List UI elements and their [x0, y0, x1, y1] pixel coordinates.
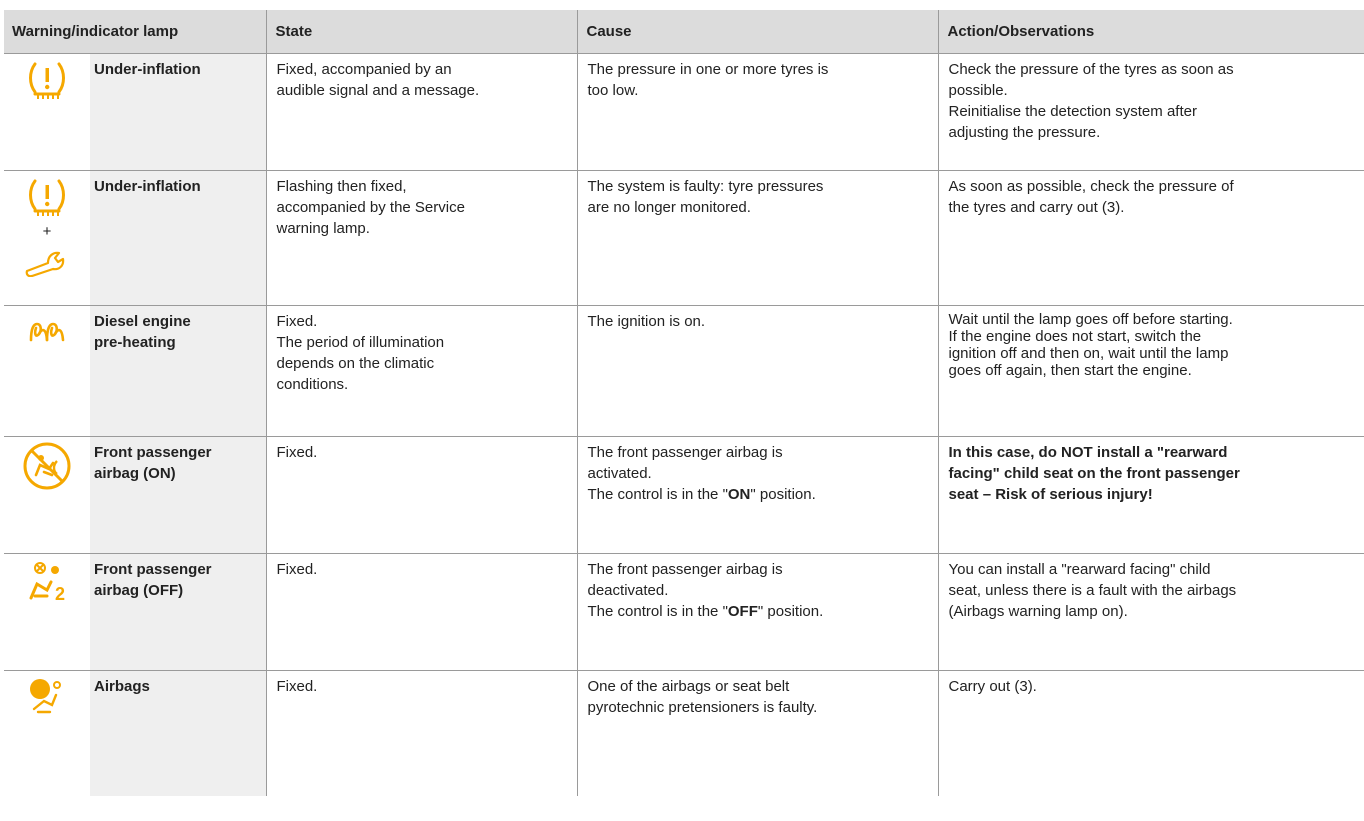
table-row: [4, 54, 1364, 171]
row-cause: The front passenger airbag is deactivated. The control is in the "OFF" position.: [577, 554, 938, 671]
row-state: Fixed, accompanied by an audible signal and a message.: [266, 54, 577, 171]
row-lamp-name: Front passenger airbag (ON): [90, 437, 266, 554]
header-warning-lamp: Warning/indicator lamp: [4, 10, 266, 54]
row-icon-cell: [4, 671, 90, 796]
row-icon-cell: [4, 437, 90, 554]
off-keyword: OFF: [727, 603, 758, 620]
row-state: Fixed. The period of illumination depends on the climatic conditions.: [266, 306, 577, 437]
row-action: You can install a "rearward facing" child seat, unless there is a fault with the airbags (Airbags warning lamp on).: [938, 554, 1364, 671]
row-cause: The system is faulty: tyre pressures are no longer monitored.: [577, 171, 938, 306]
header-action: Action/Observations: [938, 10, 1364, 54]
service-wrench-icon: [24, 247, 70, 277]
table-row: [4, 437, 1364, 554]
warning-lamp-table: [4, 10, 1364, 796]
header-state: State: [266, 10, 577, 54]
airbag-warning-icon: [24, 675, 70, 715]
row-cause: The front passenger airbag is activated. The control is in the "ON" position.: [577, 437, 938, 554]
row-lamp-name: Diesel engine pre-heating: [90, 306, 266, 437]
row-lamp-name: Under-inflation: [90, 171, 266, 306]
row-cause: One of the airbags or seat belt pyrotechnic pretensioners is faulty.: [577, 671, 938, 796]
row-state: Fixed.: [266, 437, 577, 554]
row-action: As soon as possible, check the pressure of the tyres and carry out (3).: [938, 171, 1364, 306]
row-icon-cell: [4, 554, 90, 671]
table-row: [4, 306, 1364, 437]
row-state: Fixed.: [266, 671, 577, 796]
table-header-row: [4, 10, 1364, 54]
tyre-pressure-warning-icon: [25, 175, 69, 223]
tyre-pressure-warning-icon: [25, 58, 69, 106]
on-keyword: ON: [727, 486, 751, 503]
header-cause: Cause: [577, 10, 938, 54]
row-action: In this case, do NOT install a "rearward facing" child seat on the front passenger seat – Risk of serious injury!: [938, 437, 1364, 554]
plus-sign: +: [42, 223, 52, 240]
svg-text:2: 2: [55, 584, 66, 604]
passenger-airbag-on-icon: [22, 441, 72, 491]
row-cause: The pressure in one or more tyres is too low.: [577, 54, 938, 171]
row-action: Carry out (3).: [938, 671, 1364, 796]
row-action: Wait until the lamp goes off before starting. If the engine does not start, switch the ignition off and then on, wait until the lamp goes off again, then start the engine.: [938, 306, 1364, 437]
row-lamp-name: Under-inflation: [90, 54, 266, 171]
passenger-airbag-off-icon: [25, 558, 69, 604]
row-state: Fixed.: [266, 554, 577, 671]
glow-plug-icon: [25, 316, 69, 348]
table-row: [4, 554, 1364, 671]
row-action: Check the pressure of the tyres as soon as possible. Reinitialise the detection system after adjusting the pressure.: [938, 54, 1364, 171]
table-row: [4, 171, 1364, 306]
row-icon-cell: [4, 306, 90, 437]
table-row: [4, 671, 1364, 796]
row-icon-cell: [4, 171, 90, 306]
row-lamp-name: Airbags: [90, 671, 266, 796]
row-lamp-name: Front passenger airbag (OFF): [90, 554, 266, 671]
row-cause: The ignition is on.: [577, 306, 938, 437]
row-icon-cell: [4, 54, 90, 171]
row-state: Flashing then fixed, accompanied by the Service warning lamp.: [266, 171, 577, 306]
